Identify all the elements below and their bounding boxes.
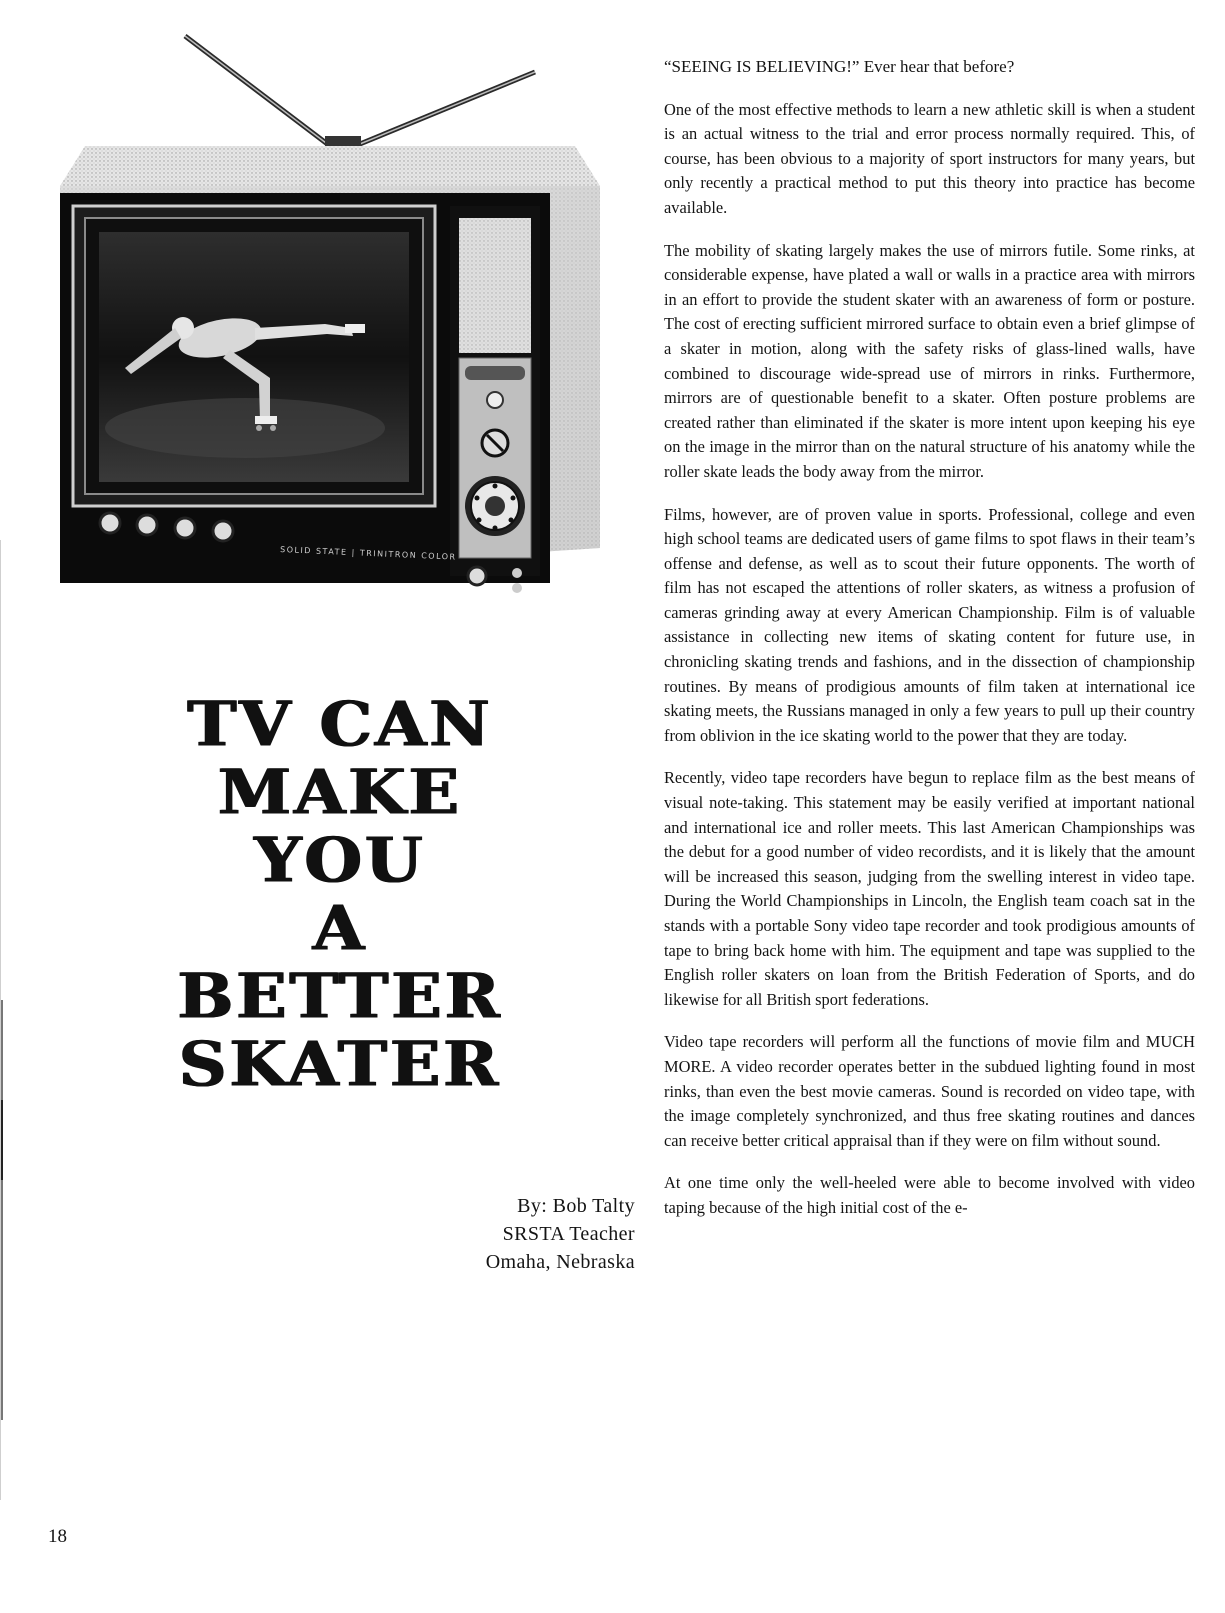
byline bbox=[420, 1192, 635, 1276]
article-body bbox=[664, 55, 1195, 1239]
article-paragraph: Films, however, are of proven value in sports. Professional, college and even high school teams are dedicated users of game films to spot flaws in their team’s offense and defense, as well as to scout their future opponents. The worth of film has not escaped the attentions of roller skaters, as witness a profusion of cameras grinding away at every American Championship. Film is of valuable assistance in collecting new items of skating content for future use, in chronicling skating trends and fashions, and in the dissection of championship routines. By means of prodigious amounts of film taken at international ice skating meets, the Russians managed in only a few years to pull up their country from oblivion in the ice skating world to the power that they are today. bbox=[664, 504, 1195, 745]
byline-role: SRSTA Teacher bbox=[502, 1223, 635, 1245]
article-paragraph: The mobility of skating largely makes the use of mirrors futile. Some rinks, at considerable expense, have plated a wall or walls in a practice area with mirrors in an effort to provide the student skater with an awareness of form or posture. The cost of erecting sufficient mirrored surface to obtain even a brief glimpse of a skater in motion, along with the safety risks of glass-lined walls, have combined to discourage wide-spread use of mirrors in rinks. Furthermore, mirrors are of questionable benefit to a skater. Often posture problems are created rather than eliminated if the skater is more intent upon keeping his eye on the image in the mirror than on the natural structure of his anatomy while the roller skate leads the body away from the mirror. bbox=[664, 240, 1195, 481]
channel-dial bbox=[465, 476, 525, 536]
article-paragraph: “SEEING IS BELIEVING!” Ever hear that before? bbox=[664, 57, 1015, 76]
article-paragraph: Video tape recorders will perform all the functions of movie film and MUCH MORE. A video recorder operates better in the subdued lighting found in most rinks, than even the best movie cameras. Sound is recorded on video tape, with the image completely synchronized, and thus free skating routines and dances can receive better critical appraisal than if they were on film without sound. bbox=[664, 1032, 1195, 1150]
page-number: 18 bbox=[48, 1526, 67, 1547]
byline-location: Omaha, Nebraska bbox=[485, 1251, 635, 1273]
scan-edge bbox=[0, 540, 3, 1500]
article-paragraph: Recently, video tape recorders have begun to replace film as the best means of visual note-taking. This statement may be easily verified at important national and international ice and roller meets. This last American Championships was the debut for a good number of video recordists, and it is likely that the amount will be increased this season, judging from the swelling interest in video tape. During the World Championships in Lincoln, the English team coach sat in the stands with a portable Sony video tape recorder and took prodigious amounts of tape to bring back home with him. The equipment and tape was supplied to the English roller skaters on loan from the British Federation of Sports, and do likewise for all British sport federations. bbox=[664, 768, 1195, 1009]
headline-line: SKATER bbox=[178, 1027, 502, 1101]
article-paragraph: At one time only the well-heeled were able to become involved with video taping because of the high initial cost of the e- bbox=[664, 1173, 1195, 1217]
tuning-knob bbox=[482, 430, 508, 456]
headline-line: TV CAN bbox=[187, 687, 493, 761]
headline-line: A bbox=[312, 891, 368, 965]
headline-line: BETTER bbox=[177, 959, 503, 1033]
article-paragraph: One of the most effective methods to learn a new athletic skill is when a student is an actual witness to the trial and error process normally required. This, of course, has been obvious to a majority of sport instructors for many years, but only recently a practical method to put this theory into practice has become available. bbox=[664, 99, 1195, 217]
byline-author: By: Bob Talty bbox=[517, 1195, 635, 1217]
tv-brand-label: SOLID STATE | TRINITRON COLOR bbox=[279, 545, 457, 562]
tv-photo bbox=[55, 28, 615, 628]
headline-line: YOU bbox=[254, 823, 426, 897]
headline-line: MAKE bbox=[218, 755, 462, 829]
headline bbox=[55, 687, 625, 1101]
